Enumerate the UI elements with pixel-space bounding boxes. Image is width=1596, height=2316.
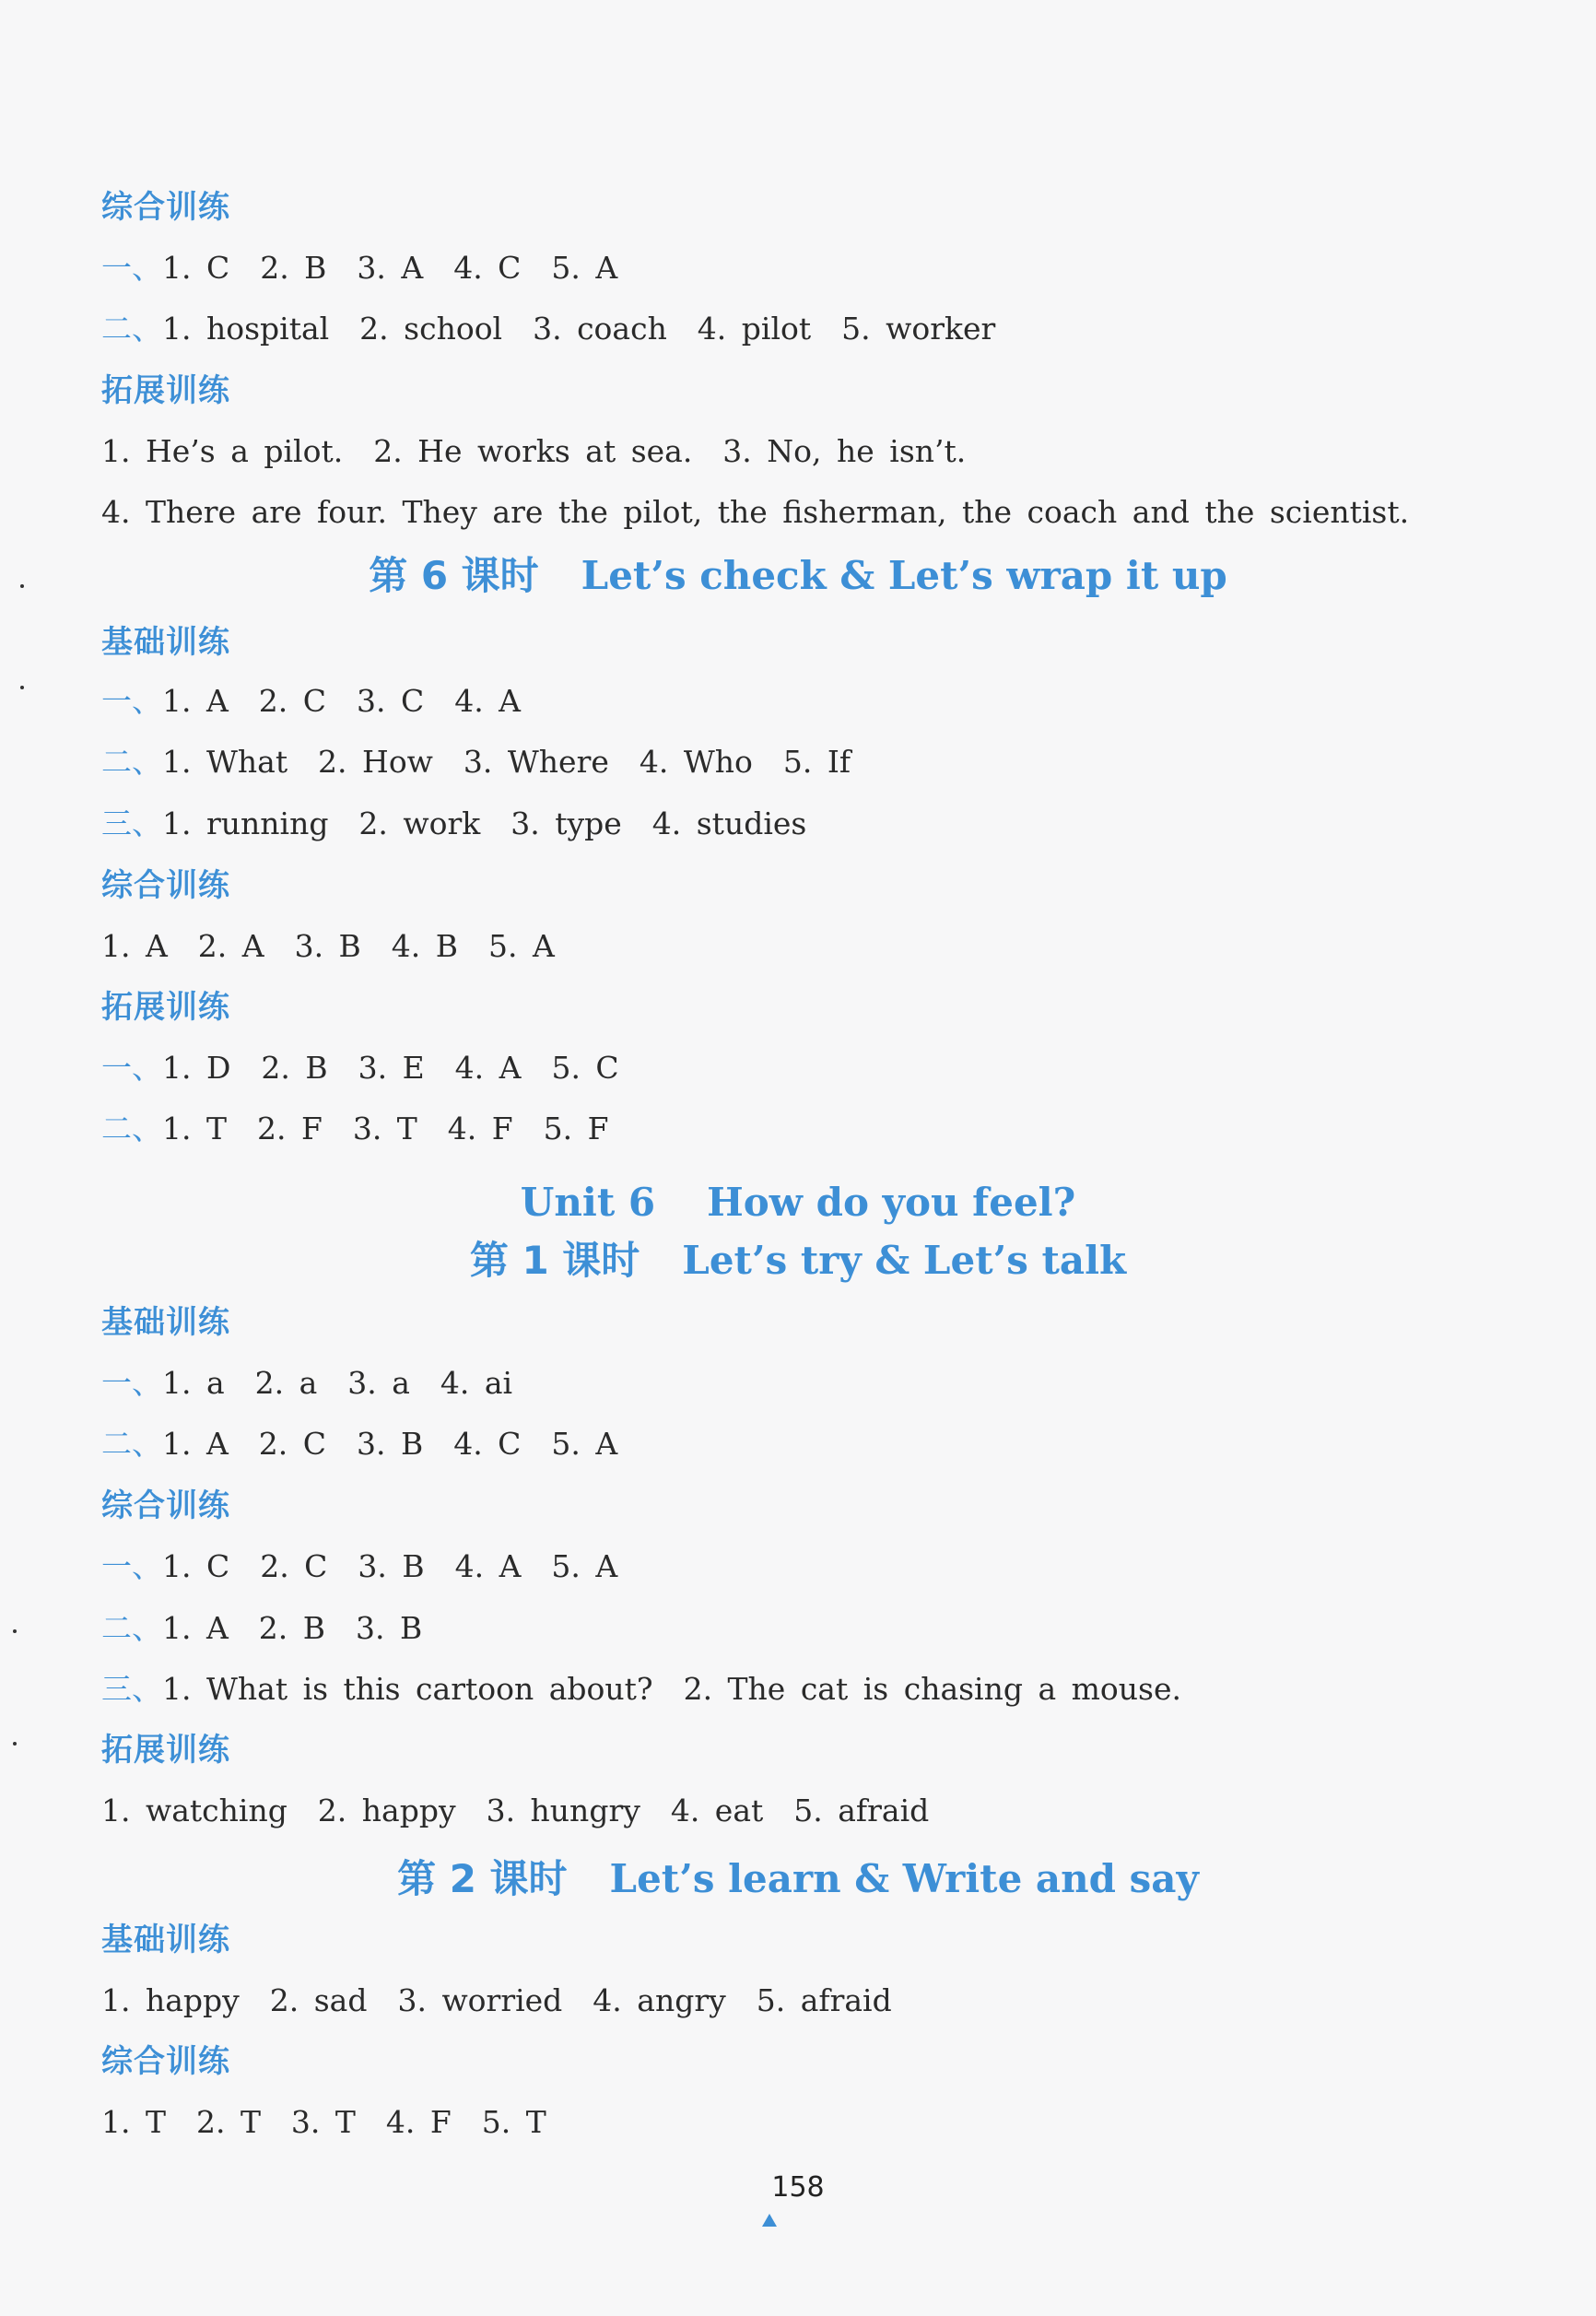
section-label: 拓展训练 (101, 1732, 230, 1769)
answer-line (101, 1099, 609, 1159)
answer-line (101, 671, 521, 732)
answer-text: 1. What is this cartoon about? 2. The cat is chasing a mouse. (162, 1671, 1182, 1707)
lesson-heading (0, 1847, 1596, 1911)
answer-text: 1. T 2. F 3. T 4. F 5. F (162, 1111, 609, 1146)
answer-line (101, 916, 555, 977)
scan-speck (13, 1629, 17, 1633)
unit-number: Unit 6 (520, 1180, 656, 1225)
answer-text: 4. There are four. They are the pilot, the fisherman, the coach and the scientist. (101, 494, 1410, 530)
answer-text: 1. hospital 2. school 3. coach 4. pilot 5. worker (162, 311, 996, 347)
section-label: 基础训练 (101, 1922, 230, 1958)
question-group-number: 三、 (101, 805, 162, 841)
question-group-number: 二、 (101, 1426, 162, 1462)
answer-text: 1. He’s a pilot. 2. He works at sea. 3. No, he isn’t. (101, 433, 967, 469)
answer-text: 1. T 2. T 3. T 4. F 5. T (101, 2104, 546, 2140)
answer-text: 1. watching 2. happy 3. hungry 4. eat 5. afraid (101, 1793, 930, 1828)
question-group-number: 二、 (101, 1111, 162, 1146)
answer-line (101, 1598, 422, 1659)
scan-speck (20, 686, 24, 689)
answer-line (101, 732, 851, 793)
unit-title: How do you feel? (707, 1180, 1076, 1225)
lesson-number: 第 2 课时 (397, 1856, 568, 1901)
answer-line (101, 794, 806, 854)
section-label: 综合训练 (101, 1487, 230, 1524)
answer-text: 1. A 2. C 3. B 4. C 5. A (162, 1426, 618, 1462)
answer-line (101, 1970, 892, 2031)
answer-line (101, 421, 966, 482)
answer-line (101, 1536, 617, 1597)
question-group-number: 二、 (101, 1610, 162, 1646)
section-label: 基础训练 (101, 1304, 230, 1341)
unit-heading (0, 1170, 1596, 1235)
answer-text: 1. happy 2. sad 3. worried 4. angry 5. afraid (101, 1982, 892, 2018)
answer-text: 1. A 2. B 3. B (162, 1610, 423, 1646)
lesson-number: 第 1 课时 (469, 1238, 640, 1283)
answer-line (101, 1414, 617, 1475)
question-group-number: 一、 (101, 1365, 162, 1401)
answer-text: 1. running 2. work 3. type 4. studies (162, 805, 807, 841)
question-group-number: 一、 (101, 683, 162, 719)
scan-speck (20, 584, 24, 588)
answer-text: 1. A 2. C 3. C 4. A (162, 683, 522, 719)
answer-line (101, 1781, 929, 1841)
lesson-heading (0, 544, 1596, 608)
answer-line (101, 1659, 1181, 1720)
answer-text: 1. a 2. a 3. a 4. ai (162, 1365, 513, 1401)
answer-text: 1. What 2. How 3. Where 4. Who 5. If (162, 744, 851, 780)
question-group-number: 一、 (101, 1050, 162, 1086)
answer-line (101, 482, 1409, 543)
page-number: 158 (771, 2171, 825, 2204)
question-group-number: 二、 (101, 311, 162, 347)
section-label: 综合训练 (101, 2043, 230, 2080)
section-label: 综合训练 (101, 867, 230, 904)
question-group-number: 一、 (101, 250, 162, 286)
section-label: 综合训练 (101, 189, 230, 226)
answer-text: 1. D 2. B 3. E 4. A 5. C (162, 1050, 619, 1086)
lesson-title: Let’s try & Let’s talk (682, 1238, 1127, 1283)
answer-text: 1. A 2. A 3. B 4. B 5. A (101, 928, 555, 964)
answer-line (101, 1038, 619, 1099)
answer-line (101, 2092, 546, 2153)
lesson-title: Let’s check & Let’s wrap it up (581, 553, 1227, 598)
section-label: 拓展训练 (101, 372, 230, 409)
answer-line (101, 299, 995, 359)
lesson-heading (0, 1229, 1596, 1293)
page-marker-triangle-icon (762, 2214, 777, 2227)
lesson-title: Let’s learn & Write and say (609, 1856, 1199, 1901)
question-group-number: 二、 (101, 744, 162, 780)
lesson-number: 第 6 课时 (369, 553, 539, 598)
question-group-number: 一、 (101, 1548, 162, 1584)
scan-speck (13, 1742, 17, 1746)
section-label: 基础训练 (101, 624, 230, 661)
answer-text: 1. C 2. B 3. A 4. C 5. A (162, 250, 618, 286)
answer-text: 1. C 2. C 3. B 4. A 5. A (162, 1548, 618, 1584)
answer-line (101, 238, 617, 299)
section-label: 拓展训练 (101, 989, 230, 1026)
answer-line (101, 1353, 512, 1414)
question-group-number: 三、 (101, 1671, 162, 1707)
